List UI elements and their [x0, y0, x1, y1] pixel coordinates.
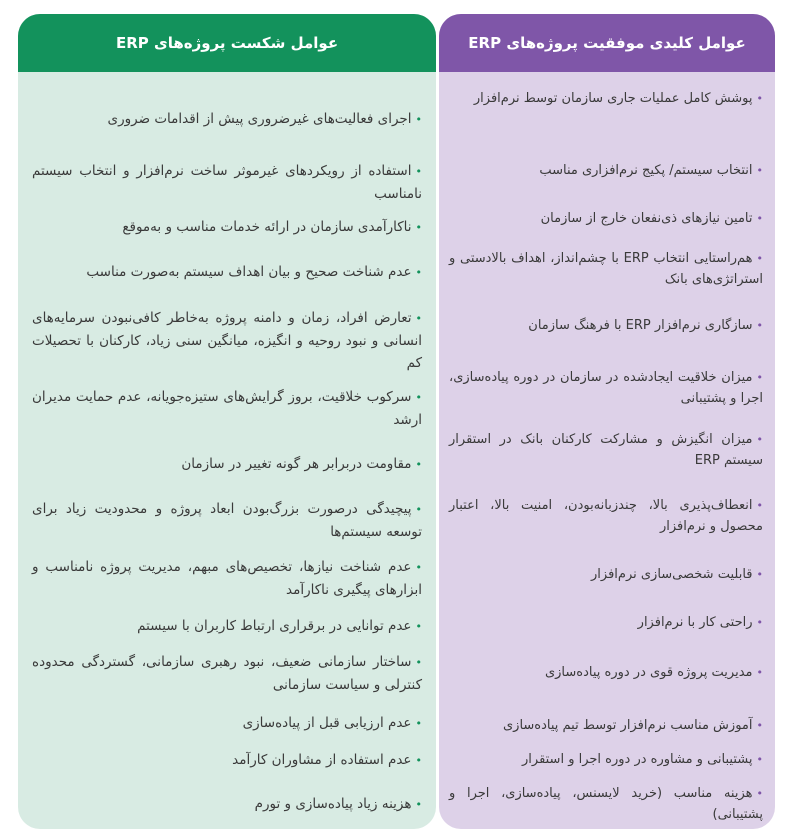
failure-item: •عدم استفاده از مشاوران کارآمد — [232, 752, 422, 768]
bullet-icon: • — [756, 319, 763, 332]
bullet-icon: • — [415, 391, 422, 404]
failure-item: •مقاومت دربرابر هر گونه تغییر در سازمان — [181, 456, 422, 472]
failure-factors-panel — [18, 14, 436, 829]
success-factors-list — [439, 72, 775, 829]
bullet-icon: • — [415, 266, 422, 279]
failure-item: •ساختار سازمانی ضعیف، نبود رهبری سازمانی، گستردگی محدوده کنترلی و سیاست سازمانی — [32, 654, 422, 693]
success-factors-panel — [439, 14, 775, 829]
bullet-icon: • — [415, 620, 422, 633]
bullet-icon: • — [415, 754, 422, 767]
success-item: •مدیریت پروژه قوی در دوره پیاده‌سازی — [544, 665, 763, 680]
success-item: •تامین نیازهای ذی‌نفعان خارج از سازمان — [540, 211, 763, 226]
success-item: •قابلیت شخصی‌سازی نرم‌افزار — [591, 567, 763, 582]
bullet-icon: • — [415, 458, 422, 471]
success-item: •هزینه مناسب (خرید لایسنس، پیاده‌سازی، اجرا و پشتیبانی) — [449, 786, 763, 822]
success-factors-title: عوامل کلیدی موفقیت پروژه‌های ERP — [439, 14, 775, 72]
success-item: •راحتی کار با نرم‌افزار — [637, 615, 763, 630]
bullet-icon: • — [756, 433, 763, 446]
failure-item: •ناکارآمدی سازمان در ارائه خدمات مناسب و به‌موقع — [122, 219, 422, 235]
bullet-icon: • — [415, 221, 422, 234]
bullet-icon: • — [415, 561, 422, 574]
bullet-icon: • — [756, 753, 763, 766]
success-item: •سازگاری نرم‌افزار ERP با فرهنگ سازمان — [528, 318, 763, 333]
bullet-icon: • — [756, 164, 763, 177]
success-item: •میزان خلاقیت ایجادشده در سازمان در دوره پیاده‌سازی، اجرا و پشتیبانی — [449, 370, 763, 406]
bullet-icon: • — [415, 113, 422, 126]
bullet-icon: • — [415, 656, 422, 669]
failure-factors-list — [18, 72, 436, 829]
success-item: •آموزش مناسب نرم‌افزار توسط تیم پیاده‌سازی — [502, 718, 763, 733]
failure-item: •تعارض افراد، زمان و دامنه پروژه به‌خاطر کافی‌نبودن سرمایه‌های انسانی و نبود روحیه و انگیزه، میانگین سنی زیاد، کارکنان با تحصیلات کم — [32, 310, 422, 371]
bullet-icon: • — [756, 499, 763, 512]
success-item: •انتخاب سیستم/ پکیج نرم‌افزاری مناسب — [539, 163, 763, 178]
bullet-icon: • — [415, 798, 422, 811]
success-item: •انعطاف‌پذیری بالا، چندزبانه‌بودن، امنیت بالا، اعتبار محصول و نرم‌افزار — [449, 498, 763, 534]
success-item: •پشتیبانی و مشاوره در دوره اجرا و استقرار — [522, 752, 763, 767]
bullet-icon: • — [415, 503, 422, 516]
failure-item: •عدم شناخت صحیح و بیان اهداف سیستم به‌صورت مناسب — [86, 264, 422, 280]
bullet-icon: • — [756, 666, 763, 679]
bullet-icon: • — [756, 568, 763, 581]
bullet-icon: • — [415, 717, 422, 730]
bullet-icon: • — [415, 312, 422, 325]
failure-item: •اجرای فعالیت‌های غیرضروری پیش از اقدامات ضروری — [107, 111, 422, 127]
failure-factors-title: عوامل شکست پروژه‌های ERP — [18, 14, 436, 72]
bullet-icon: • — [756, 719, 763, 732]
bullet-icon: • — [756, 92, 763, 105]
failure-item: •هزینه زیاد پیاده‌سازی و تورم — [254, 796, 422, 812]
success-item: •پوشش کامل عملیات جاری سازمان توسط نرم‌افزار — [473, 91, 763, 106]
bullet-icon: • — [756, 371, 763, 384]
success-item: •هم‌راستایی انتخاب ERP با چشم‌انداز، اهداف بالادستی و استراتژی‌های بانک — [449, 251, 763, 287]
failure-item: •سرکوب خلاقیت، بروز گرایش‌های ستیزه‌جویانه، عدم حمایت مدیران ارشد — [32, 389, 422, 428]
failure-item: •عدم شناخت نیازها، تخصیص‌های مبهم، مدیریت پروژه نامناسب و ابزارهای پیگیری ناکارآمد — [32, 559, 422, 598]
bullet-icon: • — [756, 616, 763, 629]
success-item: •میزان انگیزش و مشارکت کارکنان بانک در استقرار سیستم ERP — [449, 432, 763, 468]
failure-item: •استفاده از رویکردهای غیرموثر ساخت نرم‌افزار و انتخاب سیستم نامناسب — [32, 163, 422, 202]
bullet-icon: • — [756, 787, 763, 800]
bullet-icon: • — [415, 165, 422, 178]
failure-item: •عدم توانایی در برقراری ارتباط کاربران با سیستم — [137, 618, 422, 634]
bullet-icon: • — [756, 212, 763, 225]
failure-item: •پیچیدگی درصورت بزرگ‌بودن ابعاد پروژه و محدودیت زیاد برای توسعه سیستم‌ها — [32, 501, 422, 540]
bullet-icon: • — [756, 252, 763, 265]
failure-item: •عدم ارزیابی قبل از پیاده‌سازی — [242, 715, 422, 731]
